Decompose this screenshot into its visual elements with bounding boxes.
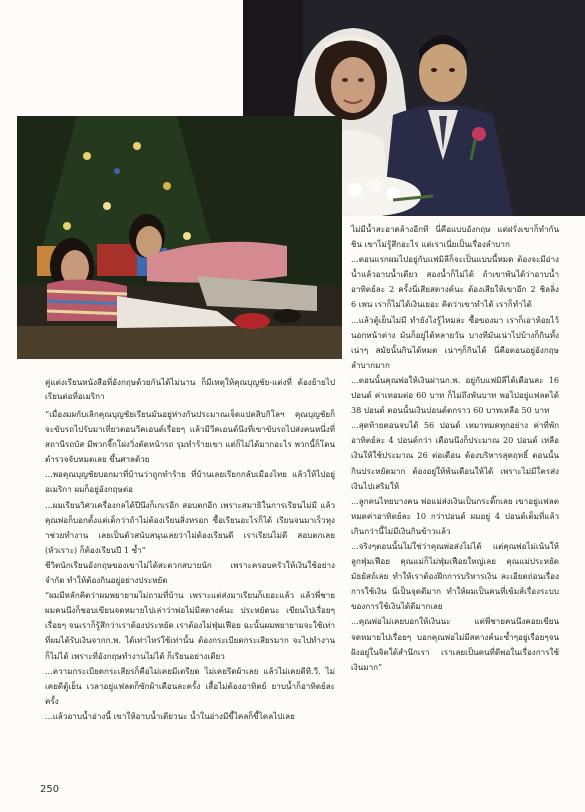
page-number: 250 <box>40 784 60 795</box>
article-left-column <box>45 375 335 724</box>
paragraph: ...แล้วตู้เย็นไม่มี ทำยังไงรู้ไหมละ ซื้อของมา เราก็เอาห้อยไว้นอกหน้าต่าง มันก็อยู่ได้หลายวัน บางทีมันเน่าไปบ้างก็กินทั้งเน่าๆ สมัยนั้นกินได้หมด เน่าๆก็กินได้ นี่คือตอนอยู่อังกฤษ ลำบากมาก <box>351 314 559 370</box>
paragraph: ...ลูกคนไทยบางคน พ่อแม่ส่งเงินเป็นกระติ๊กเลย เขาอยู่แฟลตหมดค่าอาทิตย์ละ 10 กว่าปอนด์ ผมอยู่ 4 ปอนด์เต็มที่แล้ว เกินกว่านี้ไม่มีเงินกินข้าวแล้ว <box>351 495 559 536</box>
article-right-column <box>351 222 559 675</box>
paragraph: ไม่มีน้ำสะอาดล้างอีกที นี่คือแบบอังกฤษ แต่ฝรั่งเขาก็ทำกันชิน เขาไม่รู้สึกอะไร แต่เราเนี่ยเป็นเรื่องลำบาก <box>351 224 559 250</box>
paragraph: ...ความกระเบียดกระเสียรก็คือไม่เคยมีเตรียด ไม่เคยรีดผ้าเลย แล้วไม่เคยดีที.วี. ไม่เคยดีตู้เย็น เวลาอยู่แฟลตก็ซักผ้าเดือนละครั้ง เสื้อไม่ต้องอาทิตย์ ยาบน้ำก็อาทิตย์ละครั้ง <box>45 665 335 706</box>
paragraph: ...พอคุณบุญชัยบอกมาที่บ้านว่าถูกทำร้าย ที่บ้านเลยเรียกกลับเมืองไทย แล้วให้ไปอยู่อเมริกา ผมก็อยู่อังกฤษต่อ <box>45 469 335 495</box>
photo-caption: คู่แต่งเรียนหนังสือที่อังกฤษด้วยกันได้ไม่นาน ก็มีเหตุให้คุณบุญชัย-แต่งที่ ต้องย้ายไปเรียนต่อที่อเมริกา <box>45 377 335 401</box>
couple-christmas-illustration <box>17 116 342 359</box>
couple-christmas-photo <box>17 116 342 359</box>
paragraph: ...สุดท้ายตอนจบได้ 56 ปอนด์ เหมาทมดทุกอย่าง ค่าที่พักอาทิตย์ละ 4 ปอนด์กว่า เดือนนึงก็ประมาณ 20 ปอนด์ เหลือเงินให้ใช้ประมาณ 26 ต่อเดือน ต้องบริหารสุดฤทธิ์ ตอนนั้นกินประหยัดมาก ต้องอยู่ให้พ้นเดือนให้ได้ เพราะไม่มีใครส่งเงินไปเสริมให้ <box>351 420 559 491</box>
paragraph: ...ตอนแรกผมไปอยู่กับแฟมิลีก็จะเป็นแบบนี้หมด ต้องจะมีอ่างน้ำแล้วอาบน้ำเดียว สองน้ำก็ไม่ได้ ถ้าเขาพันได้ว่าอาบน้ำอาทิตย์ละ 2 ครั้งนี่เสียสตางค์นะ ต้องเสียให้เขาอีก 2 ชิลลิ่ง 6 เพน เราก็ไม่ได้เงินเยอะ คิดว่าเขาทำได้ เราก็ทำได้ <box>351 254 559 310</box>
paragraph: ...แล้วอาบน้ำอ่างนี้ เขาให้อาบน้ำเดียวนะ น้ำในอ่างมีขี้ไคลก็ขี้ไคลไปเลย <box>45 710 295 721</box>
paragraph: ...คุณพ่อไม่เคยบอกให้เงินนะ แต่พี่ชายคนนึงคอยเขียนจดหมายไปเรื่อยๆ บอกคุณพ่อไม่มีสตางค์นะซ้ำๆอยู่เรื่อยๆจนฝังอยู่ในจิตใต้สำนึกเรา เราเลยเป็นคนที่ดีพอในเรื่องการใช้เงินมาก” <box>351 616 559 672</box>
paragraph: ...ตอนนั้นคุณพ่อให้เงินผ่านก.พ. อยู่กับแฟมิลีได้เดือนละ 16 ปอนด์ ค่าเทอมต่อ 60 บาท ก็ไม่ถึงพันบาท พอไปอยู่แฟลตได้ 38 ปอนด์ ตอนนั้นเงินปอนด์ตกราว 60 บาทเหลือ 50 บาท <box>351 374 559 416</box>
paragraph: “เมื่องมผกับเลิกคุณบุญชัยเรียนมันอยู่ห่างกันประมาณเจ็ดแปดสิบกิโลฯ คุณบุญชัยก็จะขับรถไปรับมาเที่ยวตอนวีคเอนด์เรื่อยๆ แล้วมีวีคเอนด์นึงที่เขาขับรถไปส่งคนหนึ่งที่สถานีรถบัส มีพวกจี๊กโผ่งวิ่งตัดหน้ารถ รุมทำร้ายเขา แต่ก็ไม่ได้มากอะไร พวกนี้ก็โดนตำรวจจับหมดเลย ขึ้นศาลด้วย <box>45 409 335 465</box>
paragraph: ชีวิตนักเรียนอังกฤษของเขาไม่ได้สะดวกสบายนัก เพราะครอบครัวให้เงินใช้อย่างจำกัด ทำให้ต้องกินอยู่อย่างประหยัด <box>45 559 335 586</box>
paragraph: ...จริงๆตอนนั้นไม่ใช่ว่าคุณพ่อส่งไม่ได้ แต่คุณพ่อไม่เน้นให้ลูกฟุ่มเฟือย คุณแม่ก็ไม่ฟุ่มเฟือยใหญ่เลย คุณแม่ประหยัดมัธยัสถ์เลย ทำให้เราต้องฝึกการบริหารเงิน ละเอียดถ่อนเรื่องการใช้เงิน นี่เป็นจุดดีมาก ทำให้ผมเป็นคนที่เข้มส์เรื่องระบบของการใช้เงินได้ดีมากเลย <box>351 540 559 612</box>
paragraph: “ผมมีหลักคิดว่าผมพยายามไม่ถามที่บ้าน เพราะแต่ส่งมาเรียนก็เยอะแล้ว แล้วพี่ชายผมคนนึงก็ชอบเขียนจดหมายไปเล่าว่าพ่อไม่มีสตางค์นะ ประหยัดนะ เขียนไปเรื่อยๆ เรื่อยๆ จนเราก็รู้สึกว่าเราต้องประหยัด เราต้องไม่ฟุ่มเฟือย ฉะนั้นผมพยายามจะใช้เท่าที่ผมได้รับเงินจากก.พ. ได้เท่าไหร่ใช้เท่านั้น ต้องกระเบียดกระเสียรมาก จะไปทำงานก็ไม่ได้ เพราะที่อังกฤษทำงานไม่ได้ ก็เรียนอย่างเดียว <box>45 590 335 661</box>
paragraph: ...ผมเรียนวิศวเครื่องกลได้ปีนึงก็เกเรอีก สอบตกอีก เพราะสมาธิในการเรียนไม่มี แล้วคุณพ่อก็บอกตั้งแต่เด็กว่าถ้าไม่ต้องเรียนสิ่งหรอก ซื้อเรียนอะไรก็ได้ เรียนจนมาเร็วหุงาช่วยทำงาน เลยเป็นตัวสนับสนุนเลยว่าไม่ต้องเรียนดี เราเรียนไม่ดี สอบตกเลย (หัวเราะ) ก็ต้องเรียนปี 1 ซ้ำ” <box>45 499 335 555</box>
